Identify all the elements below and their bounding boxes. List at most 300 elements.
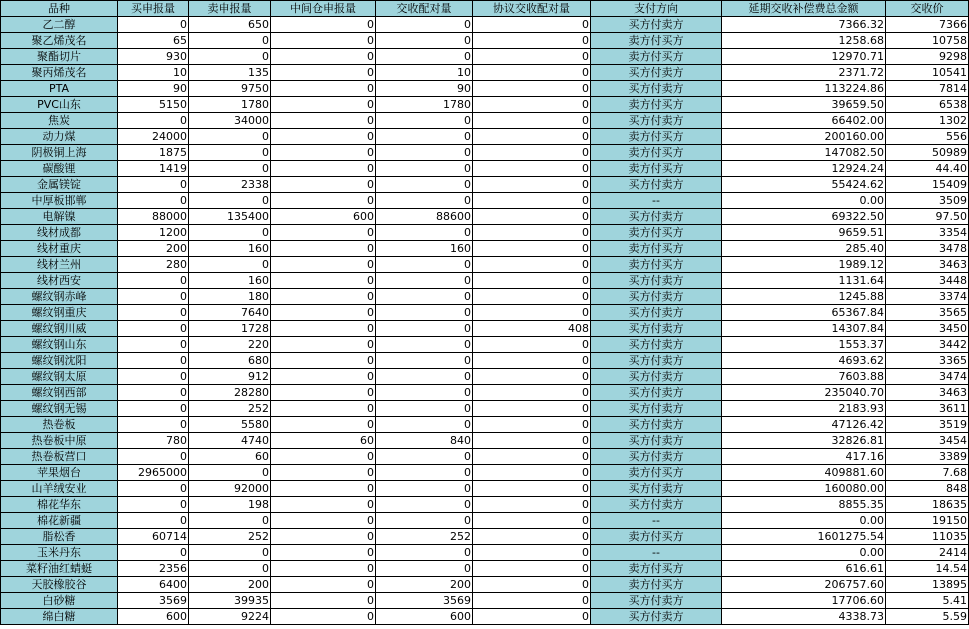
- cell-sell-declared: 198: [189, 497, 271, 513]
- cell-variety: 焦炭: [1, 113, 118, 129]
- cell-payment-direction: 买方付卖方: [591, 273, 722, 289]
- cell-buy-declared: 0: [118, 289, 189, 305]
- cell-delivery-price: 3519: [886, 417, 969, 433]
- cell-delivery-price: 3374: [886, 289, 969, 305]
- table-row: [1, 401, 969, 417]
- cell-compensation-total: 9659.51: [722, 225, 886, 241]
- cell-matched: 0: [376, 225, 473, 241]
- cell-variety: 螺纹钢赤峰: [1, 289, 118, 305]
- cell-sell-declared: 0: [189, 129, 271, 145]
- cell-variety: 螺纹钢川威: [1, 321, 118, 337]
- cell-intermediate-declared: 0: [271, 305, 376, 321]
- cell-buy-declared: 0: [118, 385, 189, 401]
- cell-matched: 0: [376, 513, 473, 529]
- cell-sell-declared: 0: [189, 465, 271, 481]
- cell-sell-declared: 135400: [189, 209, 271, 225]
- cell-intermediate-declared: 0: [271, 273, 376, 289]
- table-row: [1, 353, 969, 369]
- cell-matched: 0: [376, 289, 473, 305]
- cell-delivery-price: 7814: [886, 81, 969, 97]
- cell-sell-declared: 0: [189, 161, 271, 177]
- cell-agreement-matched: 0: [473, 177, 591, 193]
- cell-buy-declared: 200: [118, 241, 189, 257]
- cell-compensation-total: 2371.72: [722, 65, 886, 81]
- cell-variety: 绵白糖: [1, 609, 118, 625]
- table-row: [1, 321, 969, 337]
- cell-agreement-matched: 0: [473, 81, 591, 97]
- cell-sell-declared: 0: [189, 545, 271, 561]
- cell-payment-direction: 买方付卖方: [591, 113, 722, 129]
- cell-matched: 0: [376, 497, 473, 513]
- cell-payment-direction: 买方付卖方: [591, 593, 722, 609]
- cell-buy-declared: 0: [118, 417, 189, 433]
- cell-payment-direction: 买方付卖方: [591, 305, 722, 321]
- table-row: [1, 513, 969, 529]
- table-row: [1, 433, 969, 449]
- cell-delivery-price: 2414: [886, 545, 969, 561]
- cell-matched: 0: [376, 193, 473, 209]
- table-row: [1, 177, 969, 193]
- cell-variety: 螺纹钢太原: [1, 369, 118, 385]
- cell-variety: 线材成都: [1, 225, 118, 241]
- cell-agreement-matched: 0: [473, 113, 591, 129]
- cell-variety: 螺纹钢沈阳: [1, 353, 118, 369]
- cell-matched: 0: [376, 17, 473, 33]
- cell-payment-direction: 卖方付买方: [591, 33, 722, 49]
- cell-sell-declared: 200: [189, 577, 271, 593]
- cell-sell-declared: 7640: [189, 305, 271, 321]
- cell-variety: 聚乙烯茂名: [1, 33, 118, 49]
- cell-sell-declared: 4740: [189, 433, 271, 449]
- cell-matched: 600: [376, 609, 473, 625]
- cell-matched: 0: [376, 33, 473, 49]
- table-row: [1, 545, 969, 561]
- cell-variety: 螺纹钢西部: [1, 385, 118, 401]
- cell-compensation-total: 1131.64: [722, 273, 886, 289]
- cell-compensation-total: 235040.70: [722, 385, 886, 401]
- table-row: [1, 129, 969, 145]
- cell-delivery-price: 15409: [886, 177, 969, 193]
- cell-variety: 玉米丹东: [1, 545, 118, 561]
- cell-delivery-price: 848: [886, 481, 969, 497]
- cell-payment-direction: 买方付卖方: [591, 321, 722, 337]
- cell-intermediate-declared: 60: [271, 433, 376, 449]
- cell-buy-declared: 0: [118, 449, 189, 465]
- table-row: [1, 81, 969, 97]
- cell-intermediate-declared: 0: [271, 161, 376, 177]
- cell-compensation-total: 0.00: [722, 513, 886, 529]
- cell-agreement-matched: 0: [473, 289, 591, 305]
- cell-intermediate-declared: 0: [271, 49, 376, 65]
- table-body: [1, 17, 969, 625]
- cell-payment-direction: 买方付卖方: [591, 65, 722, 81]
- table-row: [1, 49, 969, 65]
- cell-intermediate-declared: 0: [271, 513, 376, 529]
- cell-agreement-matched: 0: [473, 257, 591, 273]
- cell-intermediate-declared: 0: [271, 369, 376, 385]
- cell-compensation-total: 113224.86: [722, 81, 886, 97]
- cell-agreement-matched: 0: [473, 401, 591, 417]
- cell-variety: 苹果烟台: [1, 465, 118, 481]
- cell-intermediate-declared: 0: [271, 113, 376, 129]
- cell-sell-declared: 0: [189, 225, 271, 241]
- table-row: [1, 65, 969, 81]
- cell-compensation-total: 1989.12: [722, 257, 886, 273]
- table-row: [1, 145, 969, 161]
- cell-intermediate-declared: 0: [271, 353, 376, 369]
- table-row: [1, 593, 969, 609]
- cell-delivery-price: 3474: [886, 369, 969, 385]
- cell-agreement-matched: 0: [473, 225, 591, 241]
- cell-agreement-matched: 0: [473, 385, 591, 401]
- cell-payment-direction: 买方付卖方: [591, 17, 722, 33]
- cell-compensation-total: 417.16: [722, 449, 886, 465]
- cell-sell-declared: 9224: [189, 609, 271, 625]
- cell-payment-direction: 买方付卖方: [591, 401, 722, 417]
- cell-compensation-total: 47126.42: [722, 417, 886, 433]
- cell-matched: 0: [376, 257, 473, 273]
- cell-payment-direction: 卖方付买方: [591, 129, 722, 145]
- cell-intermediate-declared: 0: [271, 497, 376, 513]
- cell-intermediate-declared: 0: [271, 481, 376, 497]
- cell-variety: 聚酯切片: [1, 49, 118, 65]
- cell-sell-declared: 0: [189, 561, 271, 577]
- cell-intermediate-declared: 0: [271, 465, 376, 481]
- cell-sell-declared: 680: [189, 353, 271, 369]
- cell-delivery-price: 3478: [886, 241, 969, 257]
- cell-payment-direction: 卖方付买方: [591, 145, 722, 161]
- cell-delivery-price: 14.54: [886, 561, 969, 577]
- cell-agreement-matched: 0: [473, 65, 591, 81]
- cell-buy-declared: 5150: [118, 97, 189, 113]
- cell-delivery-price: 3354: [886, 225, 969, 241]
- col-header-variety: 品种: [1, 1, 118, 17]
- cell-sell-declared: 5580: [189, 417, 271, 433]
- cell-delivery-price: 3463: [886, 385, 969, 401]
- cell-payment-direction: 买方付卖方: [591, 337, 722, 353]
- cell-intermediate-declared: 0: [271, 321, 376, 337]
- cell-buy-declared: 10: [118, 65, 189, 81]
- cell-compensation-total: 17706.60: [722, 593, 886, 609]
- col-header-payment-direction: 支付方向: [591, 1, 722, 17]
- cell-matched: 0: [376, 337, 473, 353]
- cell-agreement-matched: 0: [473, 129, 591, 145]
- cell-delivery-price: 3565: [886, 305, 969, 321]
- cell-buy-declared: 600: [118, 609, 189, 625]
- cell-sell-declared: 252: [189, 529, 271, 545]
- cell-delivery-price: 3463: [886, 257, 969, 273]
- cell-sell-declared: 160: [189, 273, 271, 289]
- cell-compensation-total: 1258.68: [722, 33, 886, 49]
- cell-intermediate-declared: 0: [271, 385, 376, 401]
- cell-payment-direction: --: [591, 545, 722, 561]
- cell-matched: 0: [376, 385, 473, 401]
- cell-delivery-price: 3509: [886, 193, 969, 209]
- cell-variety: 碳酸锂: [1, 161, 118, 177]
- cell-payment-direction: 买方付卖方: [591, 177, 722, 193]
- cell-variety: 菜籽油红蜻蜓: [1, 561, 118, 577]
- cell-delivery-price: 97.50: [886, 209, 969, 225]
- table-row: [1, 273, 969, 289]
- cell-matched: 840: [376, 433, 473, 449]
- cell-payment-direction: 卖方付买方: [591, 561, 722, 577]
- cell-matched: 0: [376, 417, 473, 433]
- cell-agreement-matched: 0: [473, 273, 591, 289]
- cell-delivery-price: 13895: [886, 577, 969, 593]
- table-row: [1, 17, 969, 33]
- cell-delivery-price: 3448: [886, 273, 969, 289]
- cell-matched: 252: [376, 529, 473, 545]
- cell-matched: 0: [376, 369, 473, 385]
- cell-agreement-matched: 0: [473, 193, 591, 209]
- cell-matched: 0: [376, 545, 473, 561]
- cell-buy-declared: 0: [118, 513, 189, 529]
- cell-compensation-total: 14307.84: [722, 321, 886, 337]
- cell-compensation-total: 65367.84: [722, 305, 886, 321]
- cell-agreement-matched: 0: [473, 481, 591, 497]
- cell-compensation-total: 147082.50: [722, 145, 886, 161]
- cell-intermediate-declared: 0: [271, 529, 376, 545]
- cell-delivery-price: 9298: [886, 49, 969, 65]
- cell-buy-declared: 24000: [118, 129, 189, 145]
- cell-delivery-price: 10758: [886, 33, 969, 49]
- cell-payment-direction: --: [591, 513, 722, 529]
- cell-intermediate-declared: 0: [271, 225, 376, 241]
- cell-buy-declared: 0: [118, 321, 189, 337]
- cell-variety: 动力煤: [1, 129, 118, 145]
- cell-variety: 线材西安: [1, 273, 118, 289]
- cell-buy-declared: 0: [118, 353, 189, 369]
- cell-variety: PVC山东: [1, 97, 118, 113]
- cell-intermediate-declared: 0: [271, 65, 376, 81]
- cell-matched: 0: [376, 161, 473, 177]
- cell-matched: 0: [376, 561, 473, 577]
- cell-agreement-matched: 0: [473, 353, 591, 369]
- cell-intermediate-declared: 0: [271, 337, 376, 353]
- table-row: [1, 417, 969, 433]
- col-header-compensation-total: 延期交收补偿费总金额: [722, 1, 886, 17]
- cell-matched: 0: [376, 145, 473, 161]
- table-row: [1, 561, 969, 577]
- table-row: [1, 225, 969, 241]
- cell-matched: 0: [376, 273, 473, 289]
- cell-buy-declared: 2965000: [118, 465, 189, 481]
- cell-matched: 1780: [376, 97, 473, 113]
- cell-delivery-price: 7.68: [886, 465, 969, 481]
- cell-buy-declared: 0: [118, 193, 189, 209]
- cell-matched: 0: [376, 113, 473, 129]
- table-row: [1, 385, 969, 401]
- cell-payment-direction: 卖方付买方: [591, 529, 722, 545]
- cell-compensation-total: 0.00: [722, 193, 886, 209]
- cell-buy-declared: 3569: [118, 593, 189, 609]
- col-header-delivery-price: 交收价: [886, 1, 969, 17]
- table-row: [1, 241, 969, 257]
- cell-compensation-total: 1553.37: [722, 337, 886, 353]
- cell-variety: 聚丙烯茂名: [1, 65, 118, 81]
- cell-compensation-total: 206757.60: [722, 577, 886, 593]
- cell-payment-direction: 买方付卖方: [591, 433, 722, 449]
- cell-buy-declared: 0: [118, 305, 189, 321]
- cell-intermediate-declared: 600: [271, 209, 376, 225]
- cell-payment-direction: 买方付卖方: [591, 385, 722, 401]
- cell-agreement-matched: 0: [473, 577, 591, 593]
- cell-sell-declared: 2338: [189, 177, 271, 193]
- cell-payment-direction: 买方付卖方: [591, 289, 722, 305]
- cell-sell-declared: 0: [189, 513, 271, 529]
- cell-sell-declared: 1728: [189, 321, 271, 337]
- cell-payment-direction: 卖方付买方: [591, 465, 722, 481]
- cell-buy-declared: 280: [118, 257, 189, 273]
- cell-sell-declared: 0: [189, 145, 271, 161]
- cell-sell-declared: 135: [189, 65, 271, 81]
- cell-payment-direction: 卖方付买方: [591, 241, 722, 257]
- table-row: [1, 193, 969, 209]
- cell-compensation-total: 32826.81: [722, 433, 886, 449]
- cell-variety: 螺纹钢重庆: [1, 305, 118, 321]
- cell-agreement-matched: 0: [473, 497, 591, 513]
- cell-intermediate-declared: 0: [271, 193, 376, 209]
- cell-intermediate-declared: 0: [271, 257, 376, 273]
- cell-matched: 10: [376, 65, 473, 81]
- cell-compensation-total: 7603.88: [722, 369, 886, 385]
- cell-compensation-total: 55424.62: [722, 177, 886, 193]
- cell-variety: 阴极铜上海: [1, 145, 118, 161]
- cell-agreement-matched: 0: [473, 49, 591, 65]
- cell-delivery-price: 5.41: [886, 593, 969, 609]
- cell-matched: 160: [376, 241, 473, 257]
- cell-agreement-matched: 0: [473, 97, 591, 113]
- cell-agreement-matched: 0: [473, 561, 591, 577]
- cell-matched: 0: [376, 353, 473, 369]
- cell-buy-declared: 0: [118, 113, 189, 129]
- cell-payment-direction: 卖方付买方: [591, 161, 722, 177]
- cell-sell-declared: 220: [189, 337, 271, 353]
- cell-agreement-matched: 0: [473, 33, 591, 49]
- cell-intermediate-declared: 0: [271, 241, 376, 257]
- cell-intermediate-declared: 0: [271, 33, 376, 49]
- cell-intermediate-declared: 0: [271, 145, 376, 161]
- cell-payment-direction: 买方付卖方: [591, 209, 722, 225]
- cell-sell-declared: 0: [189, 49, 271, 65]
- cell-delivery-price: 3454: [886, 433, 969, 449]
- cell-compensation-total: 1245.88: [722, 289, 886, 305]
- cell-variety: 山羊绒安业: [1, 481, 118, 497]
- cell-compensation-total: 409881.60: [722, 465, 886, 481]
- cell-agreement-matched: 0: [473, 305, 591, 321]
- cell-payment-direction: --: [591, 193, 722, 209]
- cell-payment-direction: 买方付卖方: [591, 369, 722, 385]
- cell-variety: 热卷板: [1, 417, 118, 433]
- col-header-matched: 交收配对量: [376, 1, 473, 17]
- cell-intermediate-declared: 0: [271, 545, 376, 561]
- cell-intermediate-declared: 0: [271, 577, 376, 593]
- cell-variety: 棉花华东: [1, 497, 118, 513]
- cell-delivery-price: 18635: [886, 497, 969, 513]
- cell-variety: 热卷板中原: [1, 433, 118, 449]
- cell-delivery-price: 3389: [886, 449, 969, 465]
- cell-matched: 0: [376, 177, 473, 193]
- cell-intermediate-declared: 0: [271, 177, 376, 193]
- cell-intermediate-declared: 0: [271, 561, 376, 577]
- cell-buy-declared: 88000: [118, 209, 189, 225]
- cell-matched: 0: [376, 465, 473, 481]
- cell-intermediate-declared: 0: [271, 449, 376, 465]
- cell-matched: 0: [376, 129, 473, 145]
- cell-agreement-matched: 408: [473, 321, 591, 337]
- cell-delivery-price: 50989: [886, 145, 969, 161]
- cell-intermediate-declared: 0: [271, 81, 376, 97]
- cell-buy-declared: 0: [118, 481, 189, 497]
- cell-delivery-price: 556: [886, 129, 969, 145]
- cell-sell-declared: 34000: [189, 113, 271, 129]
- cell-buy-declared: 0: [118, 337, 189, 353]
- cell-intermediate-declared: 0: [271, 17, 376, 33]
- cell-buy-declared: 0: [118, 497, 189, 513]
- cell-buy-declared: 90: [118, 81, 189, 97]
- cell-payment-direction: 卖方付买方: [591, 49, 722, 65]
- table-row: [1, 529, 969, 545]
- cell-buy-declared: 0: [118, 369, 189, 385]
- header-row: [1, 1, 969, 17]
- cell-payment-direction: 卖方付买方: [591, 97, 722, 113]
- cell-variety: 线材兰州: [1, 257, 118, 273]
- cell-sell-declared: 650: [189, 17, 271, 33]
- cell-sell-declared: 160: [189, 241, 271, 257]
- cell-compensation-total: 66402.00: [722, 113, 886, 129]
- cell-sell-declared: 912: [189, 369, 271, 385]
- cell-agreement-matched: 0: [473, 161, 591, 177]
- cell-agreement-matched: 0: [473, 609, 591, 625]
- cell-agreement-matched: 0: [473, 593, 591, 609]
- cell-compensation-total: 616.61: [722, 561, 886, 577]
- cell-compensation-total: 2183.93: [722, 401, 886, 417]
- cell-buy-declared: 0: [118, 273, 189, 289]
- cell-intermediate-declared: 0: [271, 129, 376, 145]
- cell-delivery-price: 3442: [886, 337, 969, 353]
- col-header-sell-declared: 卖申报量: [189, 1, 271, 17]
- cell-variety: 线材重庆: [1, 241, 118, 257]
- cell-delivery-price: 11035: [886, 529, 969, 545]
- cell-variety: 金属镁锭: [1, 177, 118, 193]
- cell-agreement-matched: 0: [473, 369, 591, 385]
- cell-sell-declared: 60: [189, 449, 271, 465]
- cell-variety: 热卷板营口: [1, 449, 118, 465]
- table-row: [1, 481, 969, 497]
- cell-buy-declared: 0: [118, 401, 189, 417]
- table-row: [1, 497, 969, 513]
- cell-payment-direction: 买方付卖方: [591, 481, 722, 497]
- cell-compensation-total: 4693.62: [722, 353, 886, 369]
- cell-agreement-matched: 0: [473, 145, 591, 161]
- table-row: [1, 337, 969, 353]
- cell-sell-declared: 28280: [189, 385, 271, 401]
- cell-compensation-total: 69322.50: [722, 209, 886, 225]
- cell-delivery-price: 7366: [886, 17, 969, 33]
- cell-agreement-matched: 0: [473, 465, 591, 481]
- cell-payment-direction: 买方付卖方: [591, 417, 722, 433]
- cell-matched: 200: [376, 577, 473, 593]
- cell-compensation-total: 12970.71: [722, 49, 886, 65]
- cell-buy-declared: 0: [118, 177, 189, 193]
- cell-payment-direction: 买方付卖方: [591, 81, 722, 97]
- table-row: [1, 449, 969, 465]
- table-row: [1, 209, 969, 225]
- cell-delivery-price: 3365: [886, 353, 969, 369]
- cell-compensation-total: 4338.73: [722, 609, 886, 625]
- cell-matched: 88600: [376, 209, 473, 225]
- cell-agreement-matched: 0: [473, 417, 591, 433]
